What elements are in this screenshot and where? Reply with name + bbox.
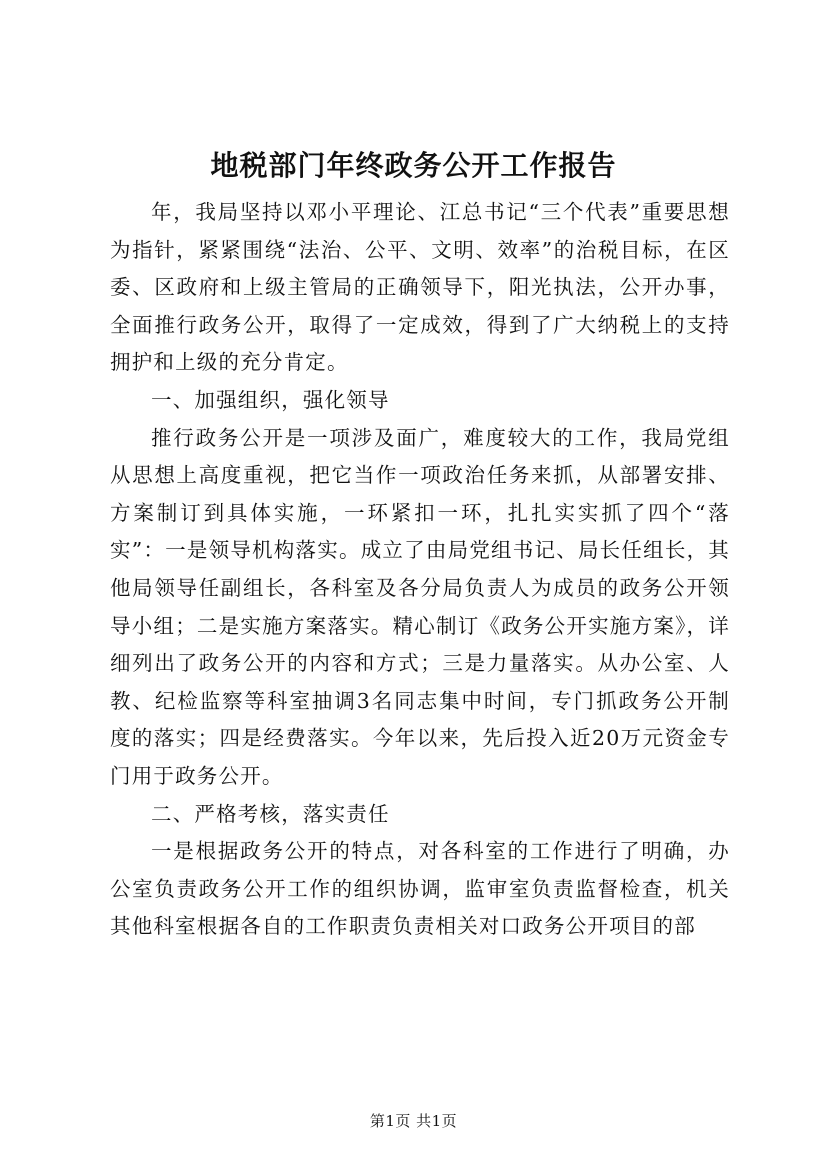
section-heading-1: 一、加强组织，强化领导: [151, 387, 390, 412]
paragraph-section-2: 一是根据政务公开的特点，对各科室的工作进行了明确，办公室负责政务公开工作的组织协调，监审室负责监督检查，机关其他科室根据各自的工作职责负责相关对口政务公开项目的部: [110, 839, 730, 939]
page-footer: 第1页 共1页: [369, 1112, 458, 1130]
paragraph-intro: 年，我局坚持以邓小平理论、江总书记“三个代表”重要思想为指针，紧紧围绕“法治、公平、文明、效率”的治税目标，在区委、区政府和上级主管局的正确领导下，阳光执法，公开办事，全面推行政务公开，取得了一定成效，得到了广大纳税上的支持拥护和上级的充分肯定。: [110, 200, 730, 375]
paragraph-section-1: 推行政务公开是一项涉及面广，难度较大的工作，我局党组从思想上高度重视，把它当作一项政治任务来抓，从部署安排、方案制订到具体实施，一环紧扣一环，扎扎实实抓了四个“落实”：一是领导机构落实。成立了由局党组书记、局长任组长，其他局领导任副组长，各科室及各分局负责人为成员的政务公开领导小组；二是实施方案落实。精心制订《政务公开实施方案》，详细列出了政务公开的内容和方式；三是力量落实。从办公室、人教、纪检监察等科室抽调3名同志集中时间，专门抓政务公开制度的落实；四是经费落实。今年以来，先后投入近20万元资金专门用于政务公开。: [110, 425, 730, 788]
page-title: 地税部门年终政务公开工作报告: [210, 149, 617, 182]
document-body: [110, 194, 730, 946]
section-heading-2: 二、严格考核，落实责任: [151, 801, 390, 826]
